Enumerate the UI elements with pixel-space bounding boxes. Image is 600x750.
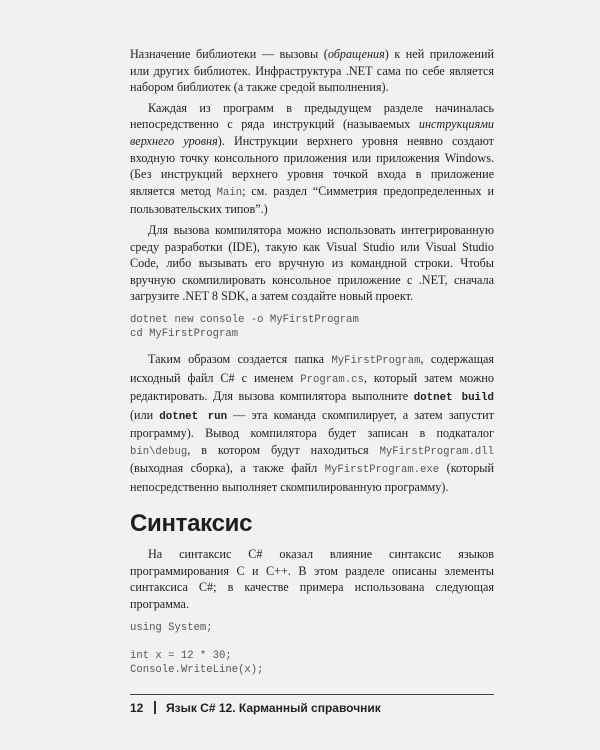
paragraph-project-folder: Таким образом создается папка MyFirstProgram, содержащая исходный файл C# с именем Program.cs, который затем можно редактировать. Для вызова компилятора выполните dotnet build (или dotnet run — эта команда скомпилирует, а затем запустит программу). Вывод компилятора будет записан в подкаталог bin\debug, в котором будут находиться MyFirstProgram.dll (выходная сборка), а также файл MyFirstProgram.exe (который непосредственно выполняет скомпилированную программу). (130, 351, 494, 495)
paragraph-compiler: Для вызова компилятора можно использовать интегрированную среду разработки (IDE), такую как Visual Studio или Visual Studio Code, либо вызывать его вручную из командной строки. Чтобы вручную скомпилировать консольное приложение с .NET, сначала загрузите .NET 8 SDK, а затем создайте новый проект. (130, 222, 494, 304)
page-content (130, 46, 494, 687)
page-number: 12 (130, 701, 144, 715)
code-block-dotnet-new: dotnet new console -o MyFirstProgram cd MyFirstProgram (130, 313, 359, 340)
paragraph-libraries: Назначение библиотеки — вызовы (обращения) к ней приложений или других библиотек. Инфраструктура .NET сама по себе является набором библиотек (а также средой выполнения). (130, 47, 494, 95)
paragraph-top-level-statements: Каждая из программ в предыдущем разделе начиналась непосредственно с ряда инструкций (называемых инструкциями верхнего уровня). Инструкции верхнего уровня неявно создают входную точку консольного приложения или приложения Windows. (Без инструкций верхнего уровня точкой входа в приложение является метод Main; см. раздел “Симметрия предопределенных и пользовательских типов”.) (130, 100, 494, 217)
section-heading-syntax: Синтаксис (130, 509, 253, 537)
footer-separator (154, 701, 156, 714)
paragraph-syntax-intro: На синтаксис C# оказал влияние синтаксис языков программирования C и C++. В этом разделе описаны элементы синтаксиса C#; в качестве примера использована следующая программа. (130, 547, 494, 612)
book-title: Язык C# 12. Карманный справочник (166, 701, 381, 715)
footer-divider (130, 694, 494, 695)
code-block-example-program: using System; int x = 12 * 30; Console.WriteLine(x); (130, 621, 264, 676)
page-footer (130, 701, 494, 715)
